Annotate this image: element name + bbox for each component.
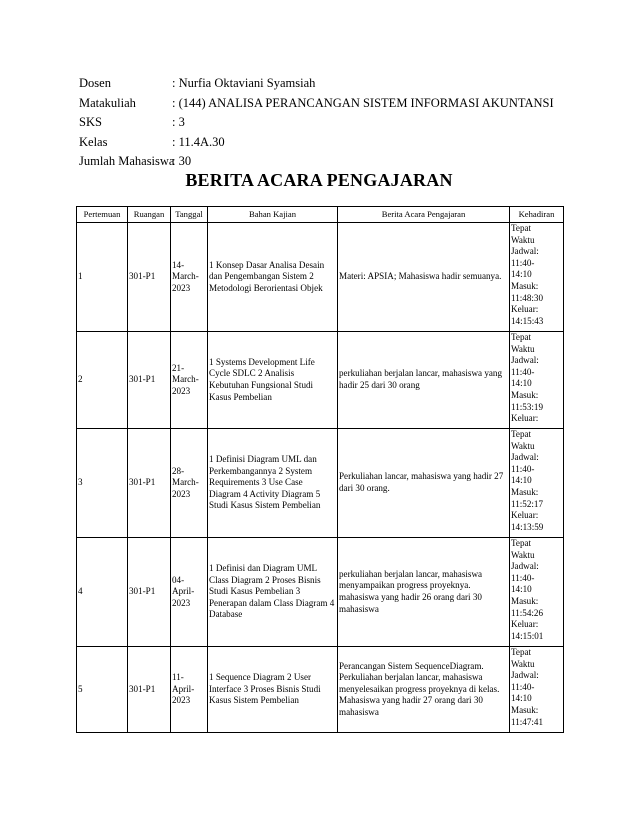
cell-berita-acara: Perkuliahan lancar, mahasiswa yang hadir 27 dari 30 orang. [338, 429, 510, 538]
kehadiran-line: Keluar: [511, 619, 539, 630]
cell-pertemuan: 1 [77, 223, 128, 332]
info-row-kelas [79, 133, 554, 153]
kehadiran-line: 11:52:17 [511, 498, 543, 509]
kehadiran-line: 14:15:01 [511, 630, 544, 641]
table-row [77, 538, 564, 647]
tanggal-line: 2023 [172, 695, 191, 706]
cell-berita-acara: Perancangan Sistem SequenceDiagram. Perkuliahan berjalan lancar, mahasiswa menyelesaikan progress proyeknya di kelas. Mahasiswa yang hadir 27 orang dari 30 mahasiswa [338, 647, 510, 733]
cell-pertemuan: 5 [77, 647, 128, 733]
header-kehadiran: Kehadiran [510, 207, 564, 223]
kehadiran-line: Waktu [511, 658, 535, 669]
cell-kehadiran [510, 538, 564, 647]
header-ruangan: Ruangan [128, 207, 171, 223]
kehadiran-line: 11:53:19 [511, 401, 543, 412]
cell-ruangan: 301-P1 [128, 332, 171, 429]
kehadiran-line: Waktu [511, 440, 535, 451]
document-title: BERITA ACARA PENGAJARAN [185, 170, 453, 190]
kehadiran-line: 11:40- [511, 681, 535, 692]
table-row [77, 223, 564, 332]
table-row [77, 647, 564, 733]
cell-kehadiran [510, 429, 564, 538]
tanggal-line: 21- [172, 362, 185, 373]
cell-pertemuan: 2 [77, 332, 128, 429]
matakuliah-value: : (144) ANALISA PERANCANGAN SISTEM INFORMASI AKUNTANSI [172, 95, 554, 110]
kehadiran-line: Keluar: [511, 510, 539, 521]
header-tanggal: Tanggal [171, 207, 208, 223]
kehadiran-line: Keluar: [511, 304, 539, 315]
cell-berita-acara: perkuliahan berjalan lancar, mahasiswa yang hadir 25 dari 30 orang [338, 332, 510, 429]
jumlah-label: Jumlah Mahasiswa [79, 154, 175, 169]
cell-tanggal [171, 332, 208, 429]
sks-label: SKS [79, 115, 102, 130]
header-berita-acara: Berita Acara Pengajaran [338, 207, 510, 223]
kehadiran-line: Waktu [511, 549, 535, 560]
kehadiran-line: 11:40- [511, 572, 535, 583]
cell-kehadiran [510, 647, 564, 733]
kehadiran-line: Waktu [511, 234, 535, 245]
cell-tanggal [171, 647, 208, 733]
kehadiran-line: 14:10 [511, 584, 532, 595]
cell-berita-acara: perkuliahan berjalan lancar, mahasiswa menyampaikan progress proyeknya. mahasiswa yang hadir 26 orang dari 30 mahasiswa [338, 538, 510, 647]
kehadiran-line: 11:40- [511, 463, 535, 474]
kehadiran-line: Masuk: [511, 595, 539, 606]
dosen-label: Dosen [79, 76, 111, 90]
kehadiran-line: 11:48:30 [511, 292, 543, 303]
kehadiran-line: 11:40- [511, 257, 535, 268]
cell-bahan-kajian: 1 Definisi dan Diagram UML Class Diagram 2 Proses Bisnis Studi Kasus Pembelian 3 Penerapan dalam Class Diagram 4 Database [208, 538, 338, 647]
kehadiran-line: Tepat [511, 223, 532, 233]
matakuliah-label: Matakuliah [79, 95, 136, 110]
table-row [77, 429, 564, 538]
cell-berita-acara: Materi: APSIA; Mahasiswa hadir semuanya. [338, 223, 510, 332]
tanggal-line: March- [172, 374, 199, 385]
table-row [77, 332, 564, 429]
kehadiran-line: Masuk: [511, 280, 539, 291]
kehadiran-line: Jadwal: [511, 355, 539, 366]
tanggal-line: 14- [172, 259, 185, 270]
cell-ruangan: 301-P1 [128, 429, 171, 538]
cell-bahan-kajian: 1 Definisi Diagram UML dan Perkembangannya 2 System Requirements 3 Use Case Diagram 4 Activity Diagram 5 Studi Kasus Sistem Pembelian [208, 429, 338, 538]
kehadiran-line: Jadwal: [511, 670, 539, 681]
info-row-dosen [79, 74, 554, 94]
kehadiran-line: 14:10 [511, 475, 532, 486]
cell-kehadiran [510, 223, 564, 332]
header-bahan-kajian: Bahan Kajian [208, 207, 338, 223]
jumlah-value: : 30 [172, 154, 192, 169]
kehadiran-line: 11:47:41 [511, 716, 543, 727]
kehadiran-line: 14:13:59 [511, 521, 544, 532]
cell-bahan-kajian: 1 Sequence Diagram 2 User Interface 3 Proses Bisnis Studi Kasus Sistem Pembelian [208, 647, 338, 733]
sks-value: : 3 [172, 115, 185, 130]
tanggal-line: 28- [172, 465, 185, 476]
tanggal-line: 2023 [172, 385, 191, 396]
tanggal-line: March- [172, 477, 199, 488]
kehadiran-line: Tepat [511, 538, 532, 548]
kehadiran-line: Tepat [511, 429, 532, 439]
info-row-sks [79, 113, 554, 133]
kehadiran-line: Jadwal: [511, 246, 539, 257]
cell-tanggal [171, 538, 208, 647]
cell-ruangan: 301-P1 [128, 538, 171, 647]
header-pertemuan: Pertemuan [77, 207, 128, 223]
tanggal-line: March- [172, 271, 199, 282]
cell-pertemuan: 4 [77, 538, 128, 647]
tanggal-line: 2023 [172, 597, 191, 608]
tanggal-line: 04- [172, 574, 185, 585]
kehadiran-line: 14:10 [511, 378, 532, 389]
kehadiran-line: Keluar: [511, 413, 539, 424]
tanggal-line: April- [172, 586, 195, 597]
kelas-label: Kelas [79, 134, 108, 149]
kehadiran-line: Masuk: [511, 704, 539, 715]
kehadiran-line: Waktu [511, 343, 535, 354]
tanggal-line: April- [172, 683, 195, 694]
cell-ruangan: 301-P1 [128, 223, 171, 332]
tanggal-line: 2023 [172, 282, 191, 293]
kehadiran-line: 14:15:43 [511, 315, 544, 326]
tanggal-line: 11- [172, 672, 184, 683]
cell-tanggal [171, 223, 208, 332]
tanggal-line: 2023 [172, 488, 191, 499]
kehadiran-line: Jadwal: [511, 561, 539, 572]
cell-bahan-kajian: 1 Systems Development Life Cycle SDLC 2 Analisis Kebutuhan Fungsional Studi Kasus Pembelian [208, 332, 338, 429]
course-info [79, 74, 554, 172]
kehadiran-line: Masuk: [511, 389, 539, 400]
attendance-table [76, 206, 564, 733]
info-row-matakuliah [79, 94, 554, 114]
cell-bahan-kajian: 1 Konsep Dasar Analisa Desain dan Pengembangan Sistem 2 Metodologi Berorientasi Objek [208, 223, 338, 332]
kehadiran-line: 14:10 [511, 693, 532, 704]
cell-tanggal [171, 429, 208, 538]
kehadiran-line: 11:40- [511, 366, 535, 377]
cell-ruangan: 301-P1 [128, 647, 171, 733]
kehadiran-line: Tepat [511, 332, 532, 342]
kelas-value: : 11.4A.30 [172, 134, 225, 149]
kehadiran-line: Masuk: [511, 486, 539, 497]
kehadiran-line: Jadwal: [511, 452, 539, 463]
kehadiran-line: 14:10 [511, 269, 532, 280]
kehadiran-line: Tepat [511, 647, 532, 657]
dosen-value: : Nurfia Oktaviani Syamsiah [172, 76, 316, 90]
kehadiran-line: 11:54:26 [511, 607, 543, 618]
table-header-row [77, 207, 564, 223]
cell-kehadiran [510, 332, 564, 429]
cell-pertemuan: 3 [77, 429, 128, 538]
